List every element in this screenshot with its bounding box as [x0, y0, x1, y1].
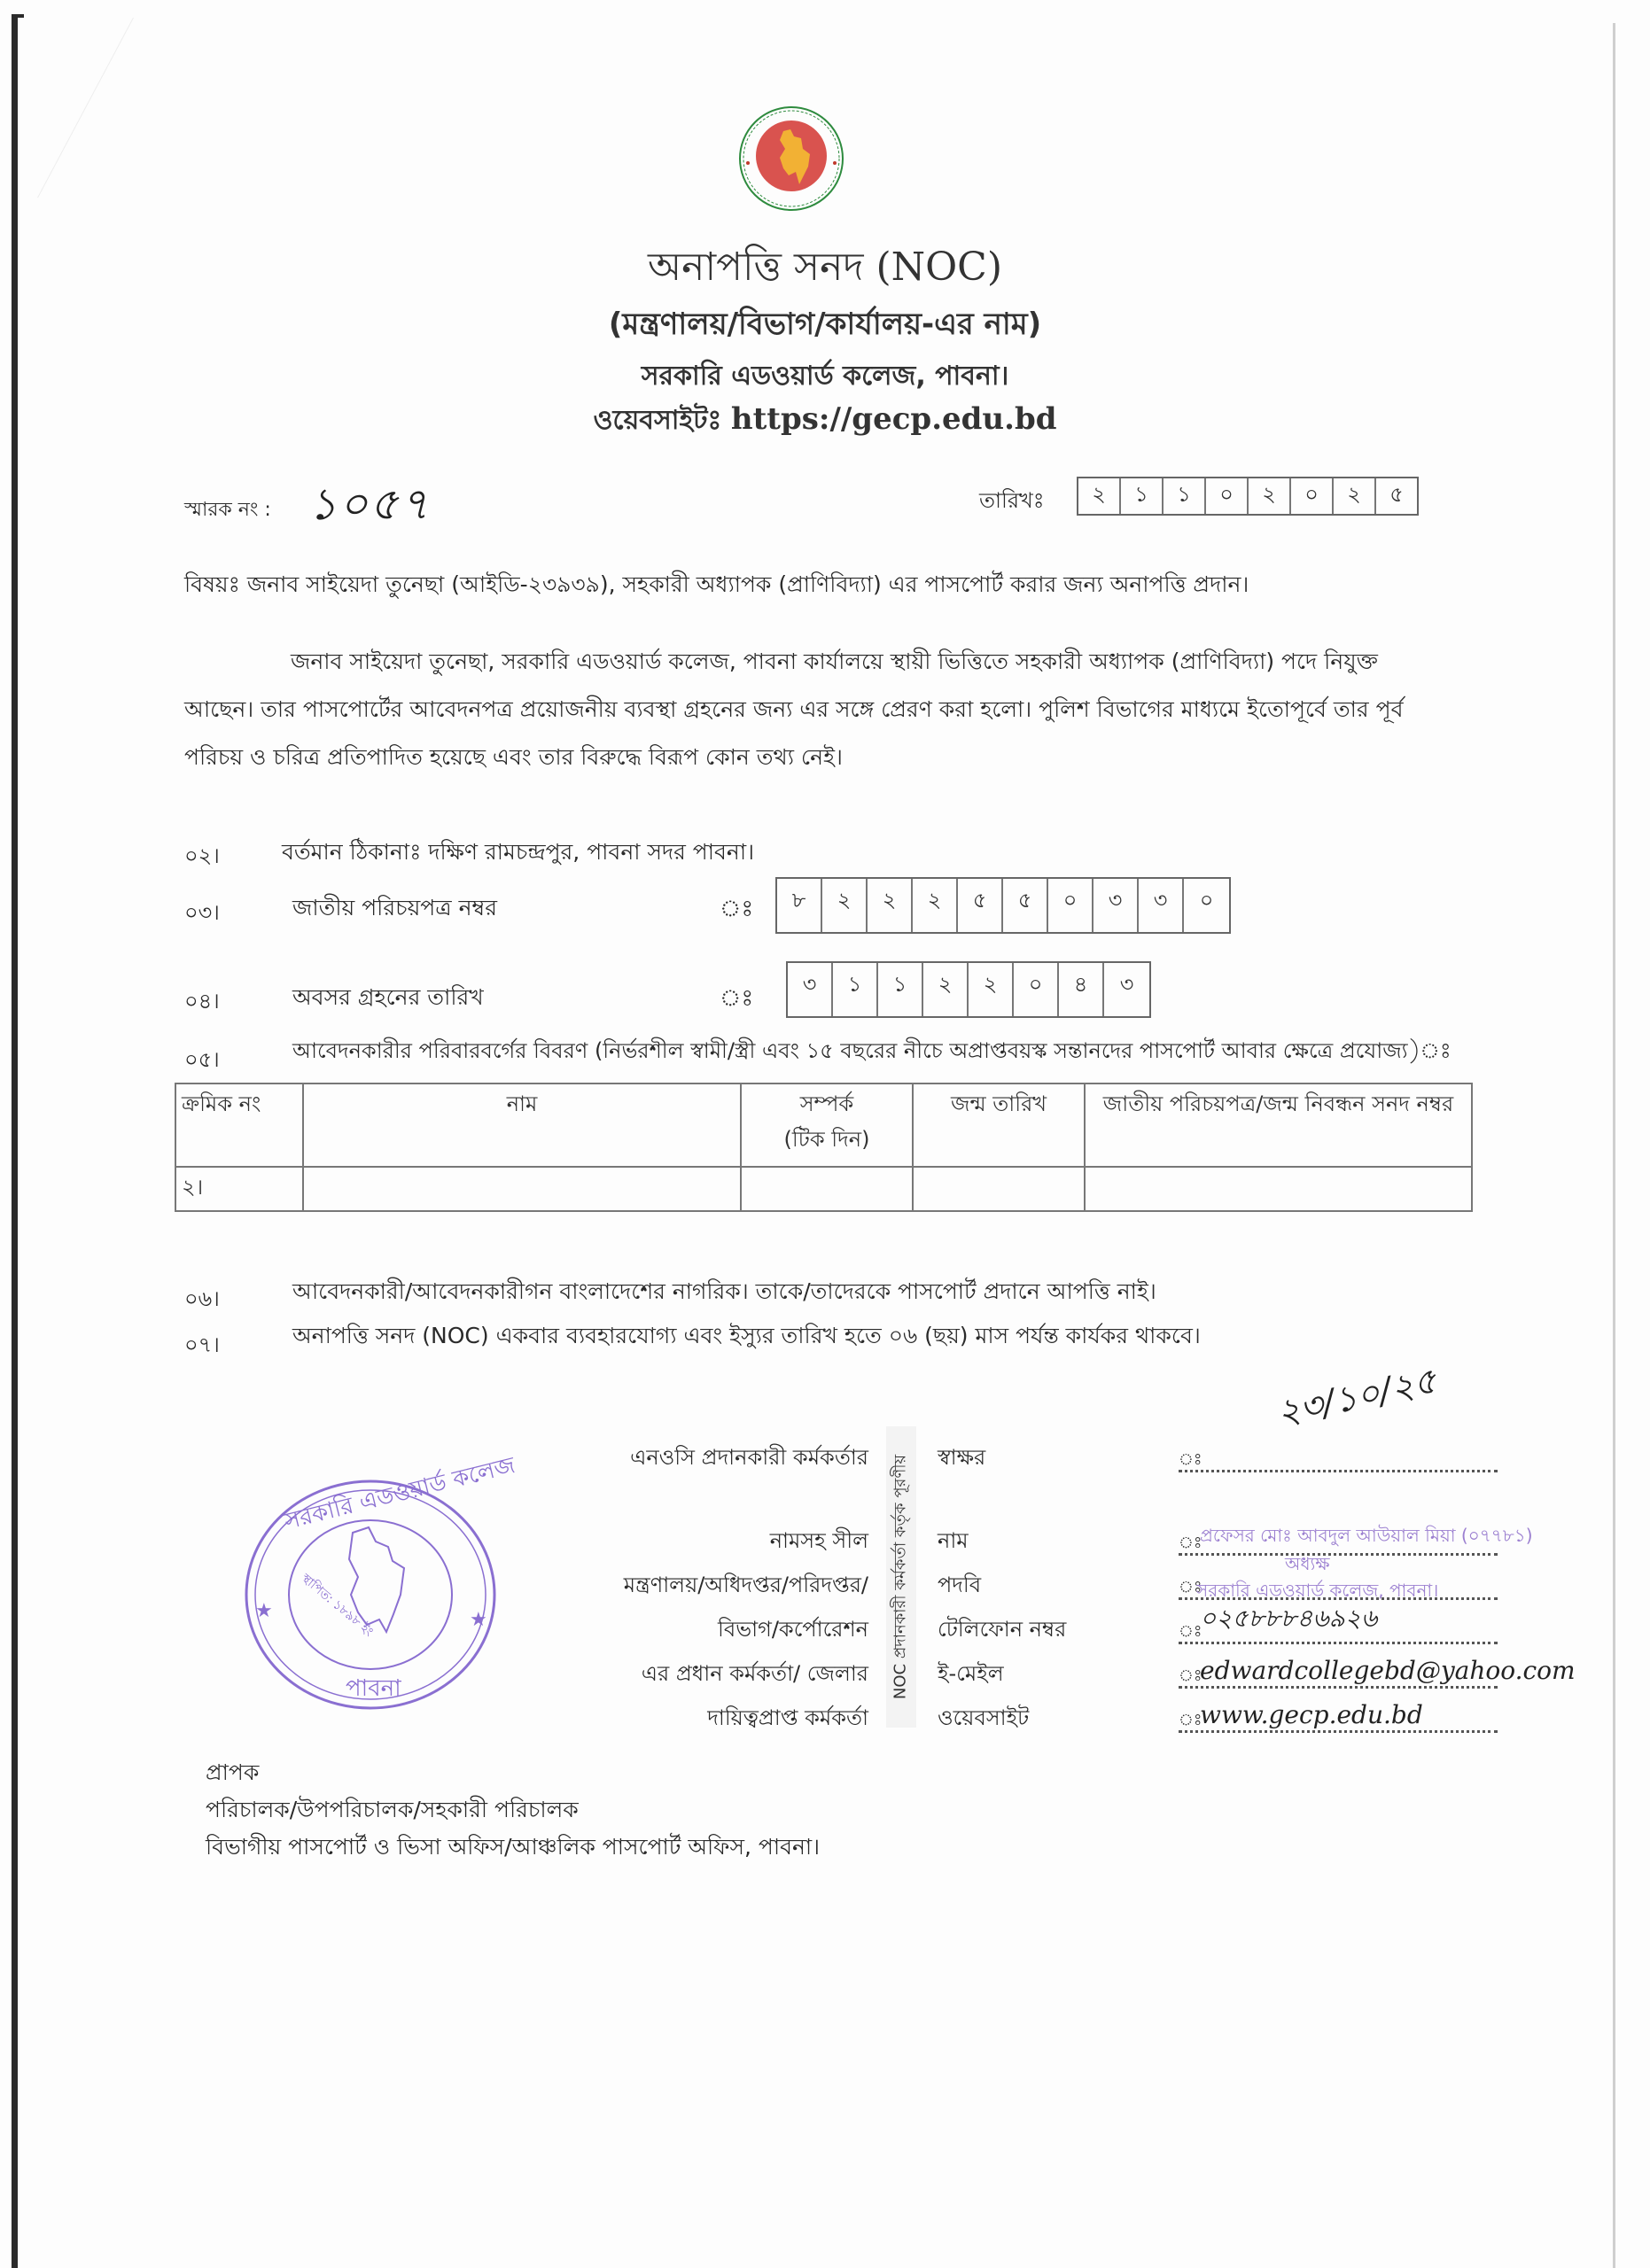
- nid-digit: ৫: [1003, 879, 1048, 932]
- field-label-email: ই-মেইল: [938, 1661, 1004, 1686]
- body-paragraph: জনাব সাইয়েদা তুনেছা, সরকারি এডওয়ার্ড কলেজ, পাবনা কার্যালয়ে স্থায়ী ভিত্তিতে সহকারী অধ্যাপক (প্রাণিবিদ্যা) পদে নিযুক্ত আছেন। তার পাসপোর্টের আবেদনপত্র প্রয়োজনীয় ব্যবস্থা গ্রহনের জন্য এর সঙ্গে প্রেরণ করা হলো। পুলিশ বিভাগের মাধ্যমে ইতোপূর্বে তার পূর্ব পরিচয় ও চরিত্র প্রতিপাদিত হয়েছে এবং তার বিরুদ্ধে বিরূপ কোন তথ্য নেই।: [184, 649, 1404, 770]
- date-label: তারিখঃ: [979, 488, 1045, 513]
- nid-digit: ০: [1048, 879, 1094, 932]
- item-02-address: বর্তমান ঠিকানাঃ দক্ষিণ রামচন্দ্রপুর, পাবনা সদর পাবনা।: [282, 839, 755, 865]
- field-label-website: ওয়েবসাইট: [938, 1705, 1030, 1730]
- retirement-digit: ২: [969, 963, 1014, 1016]
- item-04-label: অবসর গ্রহনের তারিখ: [292, 984, 484, 1010]
- cell-relation: [741, 1167, 913, 1211]
- retirement-digit: ১: [833, 963, 878, 1016]
- website-field: ঃ www.gecp.edu.bd: [1179, 1696, 1515, 1740]
- signatory-line: দায়িত্বপ্রাপ্ত কর্মকর্তা: [707, 1705, 868, 1730]
- website-label: ওয়েবসাইটঃ: [593, 405, 722, 436]
- family-details-table: [175, 1083, 1473, 1212]
- table-header-row: [175, 1084, 1472, 1167]
- date-boxes: [1077, 477, 1419, 516]
- date-digit: ৫: [1389, 482, 1404, 507]
- subject-line: বিষয়ঃ জনাব সাইয়েদা তুনেছা (আইডি-২৩৯৩৯), সহকারী অধ্যাপক (প্রাণিবিদ্যা) এর পাসপোর্ট করার জন্য অনাপত্তি প্রদান।: [184, 571, 1249, 597]
- item-03-number: ০৩।: [184, 900, 220, 925]
- document-title: অনাপত্তি সনদ (NOC): [647, 245, 1003, 290]
- nid-digit: ০: [1199, 888, 1214, 913]
- email-field: ঃ edwardcollegebd@yahoo.com: [1179, 1651, 1515, 1696]
- nid-digit: ৫: [958, 879, 1003, 932]
- recipient-designation: পরিচালক/উপপরিচালক/সহকারী পরিচালক: [206, 1797, 579, 1822]
- date-digit: ২: [1249, 478, 1291, 514]
- retirement-digit: ৩: [1119, 972, 1134, 997]
- signatory-line: মন্ত্রণালয়/অধিদপ্তর/পরিদপ্তর/: [623, 1573, 868, 1597]
- nid-digit: ২: [913, 879, 958, 932]
- website-url[interactable]: https://gecp.edu.bd: [730, 401, 1057, 437]
- date-digit: ০: [1291, 478, 1334, 514]
- signature-field: ঃ: [1179, 1435, 1515, 1480]
- date-digit: ১: [1121, 478, 1164, 514]
- email-value[interactable]: edwardcollegebd@yahoo.com: [1200, 1656, 1576, 1685]
- signatory-description: [496, 1435, 868, 1740]
- nid-digit: ২: [822, 879, 868, 932]
- memo-number: ১০৫৭: [308, 478, 431, 530]
- col-birth-date: জন্ম তারিখ: [913, 1084, 1085, 1167]
- retirement-digit: ৩: [788, 963, 833, 1016]
- recipient-label: প্রাপক: [206, 1759, 260, 1785]
- field-label-designation: পদবি: [938, 1573, 982, 1597]
- name-field: ঃ প্রফেসর মোঃ আবদুল আউয়াল মিয়া (০৭৭৮১): [1179, 1518, 1515, 1563]
- item-03-colon: ঃ: [720, 896, 754, 922]
- header-website: [0, 399, 1650, 444]
- item-07-text: অনাপত্তি সনদ (NOC) একবার ব্যবহারযোগ্য এবং ইস্যুর তারিখ হতে ০৬ (ছয়) মাস পর্যন্ত কার্যকর থাকবে।: [292, 1323, 1201, 1348]
- date-digit: ২: [1334, 478, 1376, 514]
- col-serial: ক্রমিক নং: [175, 1084, 303, 1167]
- retirement-digit: ৪: [1059, 963, 1104, 1016]
- item-03-label: জাতীয় পরিচয়পত্র নম্বর: [292, 895, 497, 920]
- website-value[interactable]: www.gecp.edu.bd: [1200, 1700, 1423, 1729]
- designation-field: ঃ অধ্যক্ষ সরকারি এডওয়ার্ড কলেজ, পাবনা।: [1179, 1563, 1515, 1607]
- date-digit: ০: [1206, 478, 1249, 514]
- svg-text:★: ★: [470, 1609, 487, 1631]
- field-values: [1179, 1435, 1576, 1740]
- item-05-number: ০৫।: [184, 1047, 220, 1072]
- nid-digit: ৮: [777, 879, 822, 932]
- col-nid-brn: জাতীয় পরিচয়পত্র/জন্ম নিবন্ধন সনদ নম্বর: [1085, 1084, 1472, 1167]
- recipient-block: [206, 1754, 820, 1866]
- item-06-number: ০৬।: [184, 1286, 220, 1311]
- date-digit: ২: [1078, 478, 1121, 514]
- telephone-value: ০২৫৮৮৮৪৬৯২৬: [1200, 1604, 1378, 1633]
- field-label-name: নাম: [938, 1528, 969, 1553]
- recipient-office: বিভাগীয় পাসপোর্ট ও ভিসা অফিস/আঞ্চলিক পাসপোর্ট অফিস, পাবনা।: [206, 1834, 821, 1860]
- seal-inner-text: স্থাপিত: ১৮৯৮ ইং: [298, 1571, 376, 1640]
- nid-digit: ৩: [1139, 879, 1184, 932]
- scan-edge-left: [12, 14, 18, 2268]
- signatory-line: নামসহ সীল: [769, 1528, 868, 1553]
- office-type-subtitle: (মন্ত্রণালয়/বিভাগ/কার্যালয়-এর নাম): [608, 307, 1042, 342]
- retirement-digit: ২: [923, 963, 969, 1016]
- date-digit: ১: [1164, 478, 1206, 514]
- field-label-telephone: টেলিফোন নম্বর: [938, 1617, 1067, 1642]
- cell-birth-date: [913, 1167, 1085, 1211]
- name-stamp: প্রফেসর মোঃ আবদুল আউয়াল মিয়া (০৭৭৮১): [1200, 1525, 1533, 1546]
- field-labels: [938, 1435, 1066, 1740]
- office-stamp: সরকারি এডওয়ার্ড কলেজ, পাবনা।: [1196, 1580, 1439, 1601]
- col-name: নাম: [303, 1084, 741, 1167]
- item-05-text: আবেদনকারীর পরিবারবর্গের বিবরণ (নির্ভরশীল স্বামী/স্ত্রী এবং ১৫ বছরের নীচে অপ্রাপ্তবয়স্ক সন্তানদের পাসপোর্ট আবার ক্ষেত্রে প্রযোজ্য)ঃ: [292, 1038, 1452, 1063]
- signatory-line: এর প্রধান কর্মকর্তা/ জেলার: [641, 1661, 868, 1686]
- office-name: সরকারি এডওয়ার্ড কলেজ, পাবনা।: [641, 361, 1009, 392]
- item-04-number: ০৪।: [184, 989, 220, 1014]
- signatory-line: এনওসি প্রদানকারী কর্মকর্তার: [630, 1445, 868, 1470]
- telephone-field: ঃ ০২৫৮৮৮৪৬৯২৬: [1179, 1607, 1515, 1651]
- item-06-text: আবেদনকারী/আবেদনকারীগন বাংলাদেশের নাগরিক। তাকে/তাদেরকে পাসপোর্ট প্রদানে আপত্তি নাই।: [292, 1278, 1156, 1304]
- table-row: [175, 1167, 1472, 1211]
- retirement-date-boxes: [786, 961, 1151, 1018]
- nid-boxes: [775, 877, 1231, 934]
- retirement-digit: ১: [878, 963, 923, 1016]
- col-relation: সম্পর্ক (টিক দিন): [741, 1084, 913, 1167]
- cell-serial: ২।: [175, 1167, 303, 1211]
- signatory-line: বিভাগ/কর্পোরেশন: [718, 1617, 868, 1642]
- handwritten-signature: ২৩/১০/২৫: [1273, 1360, 1441, 1434]
- vertical-label: NOC প্রদানকারী কর্মকর্তা কর্তৃক পূরণীয়: [891, 1454, 910, 1700]
- seal-bottom-text: পাবনা: [346, 1675, 401, 1702]
- nid-digit: ২: [868, 879, 913, 932]
- cell-nid-brn: [1085, 1167, 1472, 1211]
- item-02-number: ০২।: [184, 843, 220, 868]
- memo-label: স্মারক নং :: [184, 499, 271, 521]
- government-emblem: [737, 105, 845, 213]
- item-07-number: ০৭।: [184, 1332, 220, 1357]
- item-04-colon: ঃ: [720, 985, 754, 1012]
- seal-top-text: সরকারি এডওয়ার্ড কলেজ: [282, 1452, 518, 1535]
- retirement-digit: ০: [1014, 963, 1059, 1016]
- nid-digit: ৩: [1094, 879, 1139, 932]
- cell-name: [303, 1167, 741, 1211]
- svg-text:★: ★: [255, 1600, 273, 1622]
- paper-crease: [37, 18, 134, 198]
- designation-stamp: অধ্যক্ষ: [1285, 1553, 1330, 1574]
- field-label-signature: স্বাক্ষর: [938, 1445, 986, 1470]
